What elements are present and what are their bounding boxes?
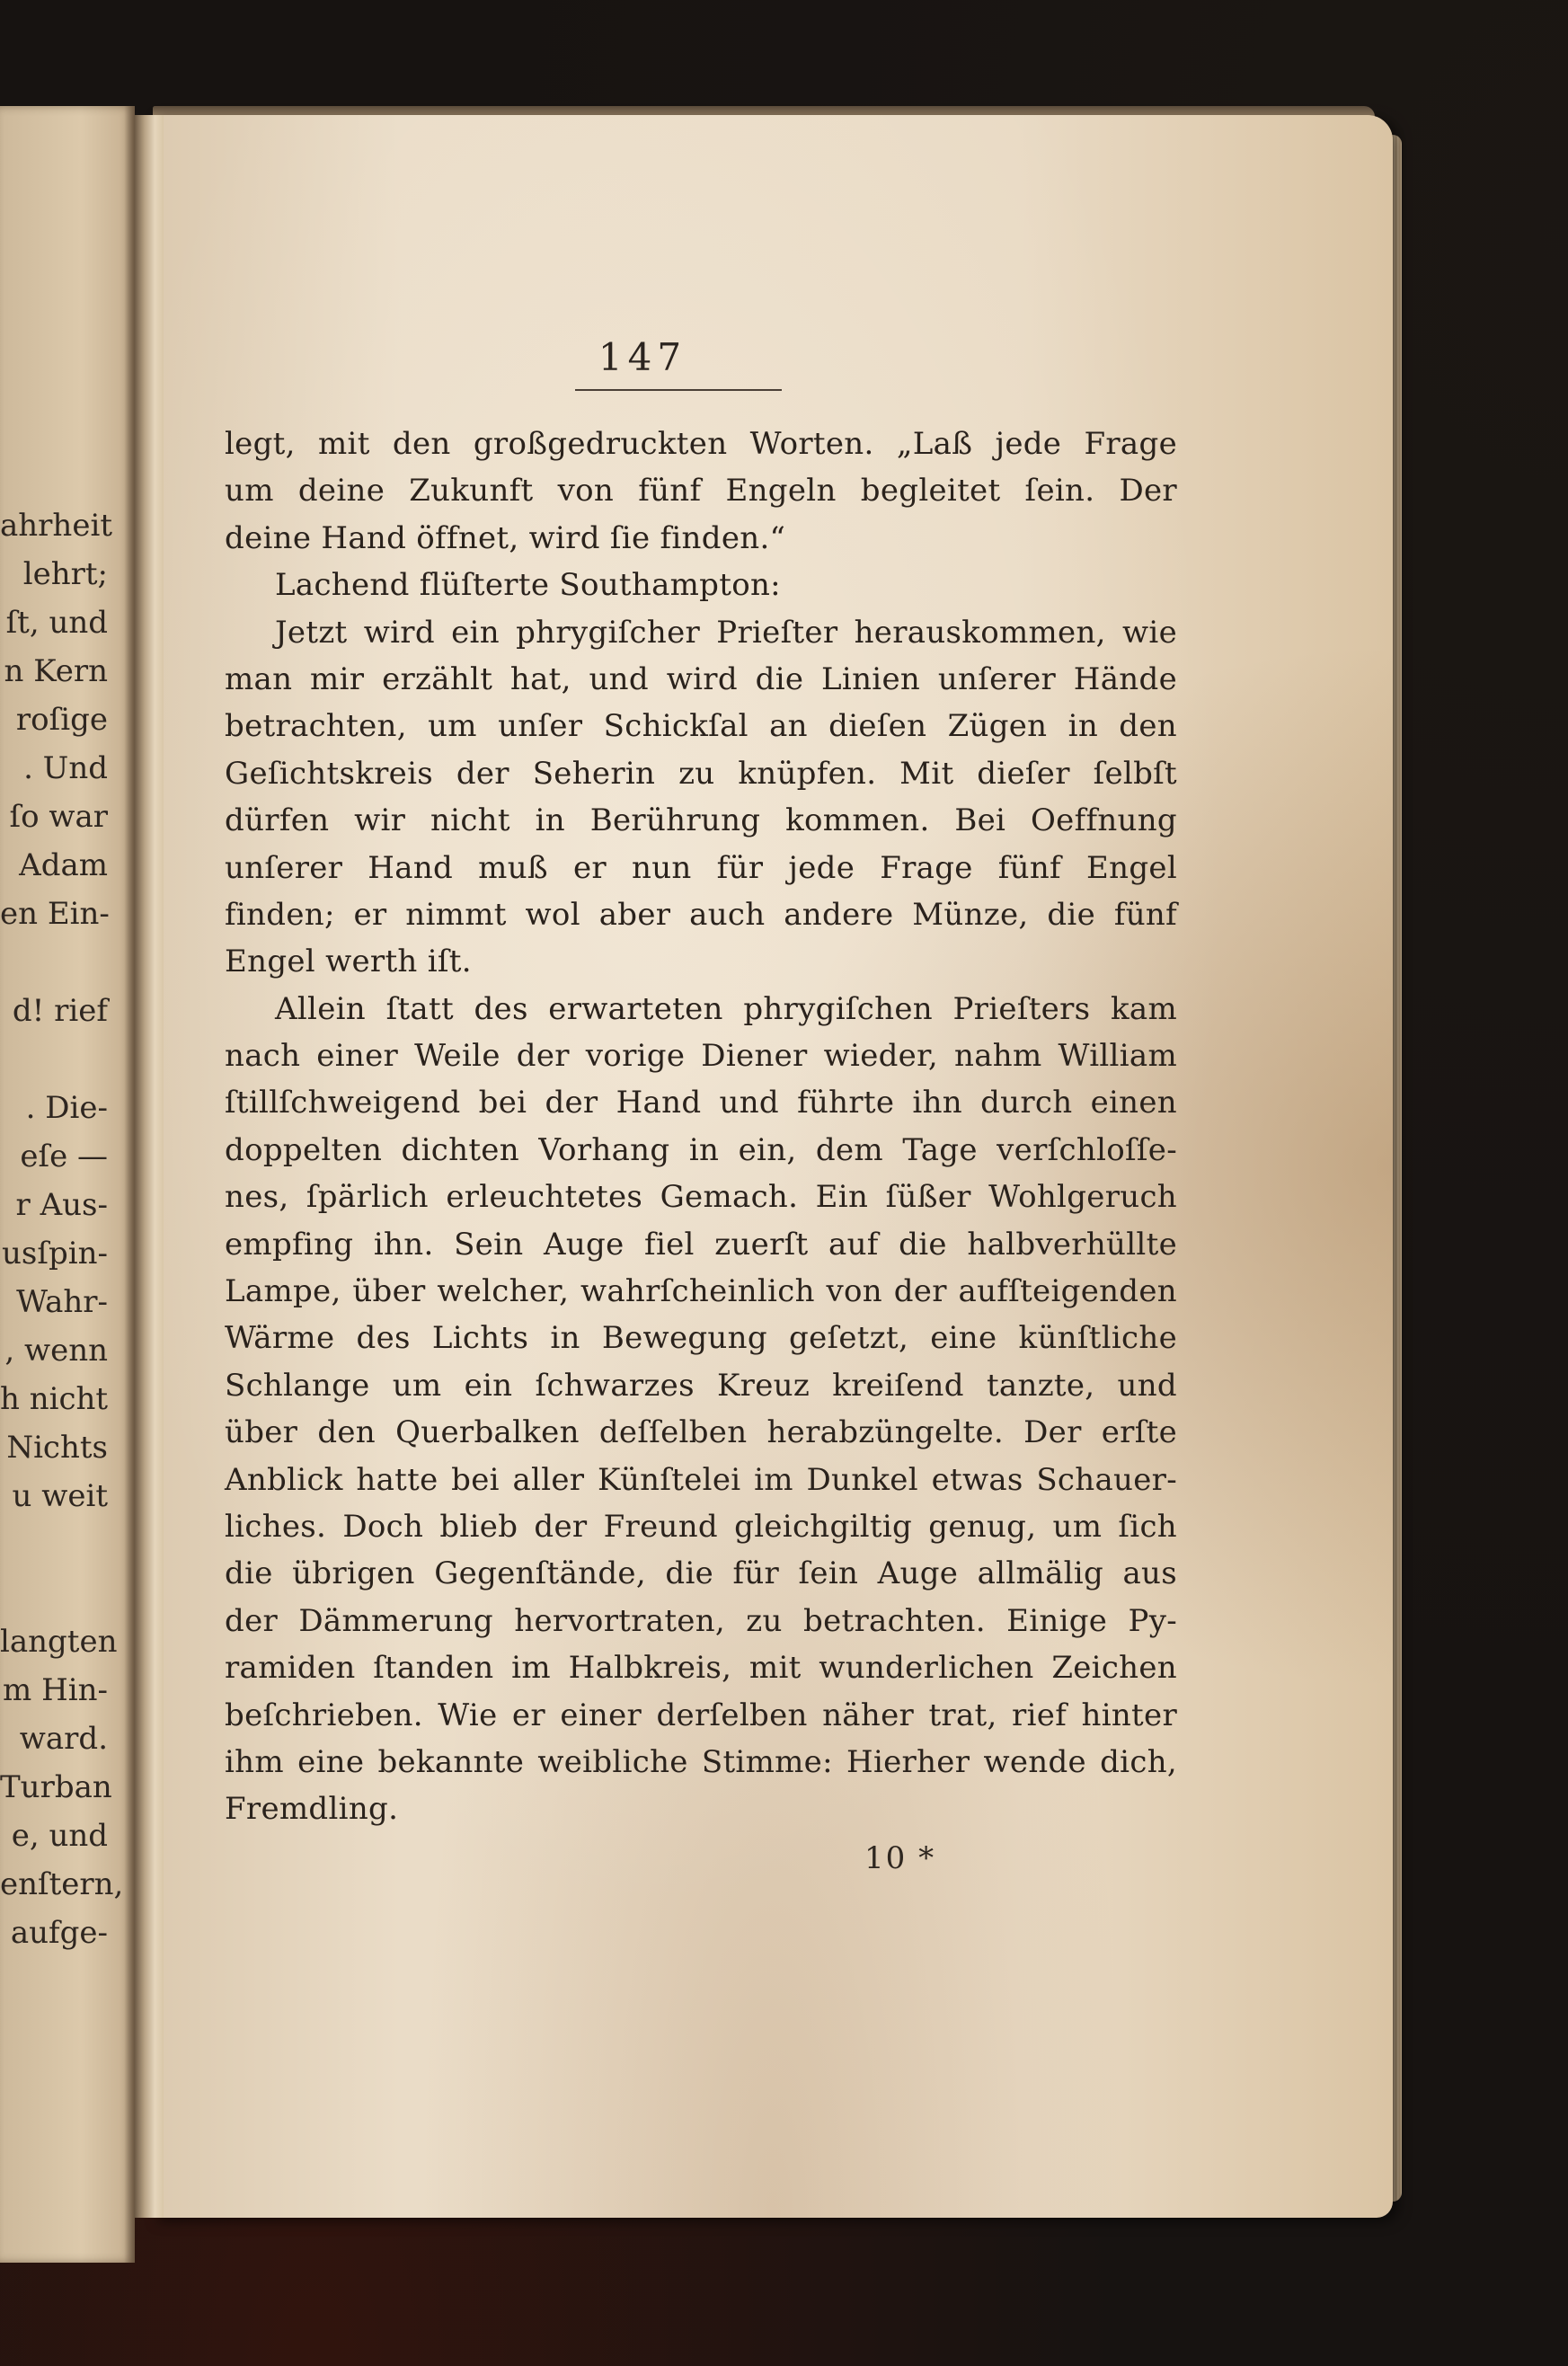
left-fragment: d! rief (12, 993, 108, 1029)
text-line: nach einer Weile der vorige Diener wieder, nahm William (225, 1038, 1177, 1075)
left-fragment (0, 1520, 108, 1569)
text-line: um deine Zukunft von fünf Engeln begleitet ſein. Der (225, 473, 1177, 510)
text-line: beſchrieben. Wie er einer derſelben näher trat, rief hinter (225, 1697, 1177, 1733)
left-fragment: Nichts (6, 1430, 108, 1466)
left-fragment: n Kern (4, 653, 108, 689)
text-line: man mir erzählt hat, und wird die Linien unſerer Hände (225, 660, 1177, 697)
text-line: der Dämmerung hervortraten, zu betrachten. Einige Py- (225, 1602, 1177, 1639)
text-line: Anblick hatte bei aller Künſtelei im Dunkel etwas Schauer- (225, 1461, 1177, 1498)
text-line: legt, mit den großgedruckten Worten. „Laß jede Frage (225, 426, 1177, 462)
left-fragment: lehrt; (22, 556, 108, 592)
text-line: die übrigen Gegenſtände, die für ſein Auge allmälig aus (225, 1555, 1177, 1592)
text-line: Engel werth iſt. (225, 944, 472, 980)
left-fragment: aufge- (10, 1915, 108, 1951)
left-fragment: en Ein- (0, 896, 110, 932)
text-line: liches. Doch blieb der Freund gleichgiltig genug, um ſich (225, 1508, 1177, 1545)
left-fragment: m Hin- (3, 1672, 108, 1708)
text-line: empfing ihn. Sein Auge fiel zuerſt auf die halbverhüllte (225, 1226, 1177, 1263)
text-line: doppelten dichten Vorhang in ein, dem Tage verſchloſſe- (225, 1131, 1177, 1168)
left-fragment: u weit (12, 1478, 108, 1514)
left-fragment: usſpin- (2, 1236, 108, 1272)
text-line: über den Querbalken deſſelben herabzüngelte. Der erſte (225, 1414, 1177, 1451)
left-fragment: e, und (11, 1818, 108, 1854)
text-line: Lampe, über welcher, wahrſcheinlich von der aufſteigenden (225, 1273, 1177, 1310)
page-number: 147 (598, 335, 687, 379)
text-line: Wärme des Lichts in Bewegung geſetzt, eine künſtliche (225, 1320, 1177, 1357)
text-line: unſerer Hand muß er nun für jede Frage fünf Engel (225, 849, 1177, 886)
text-line: nes, ſpärlich erleuchtetes Gemach. Ein ſüßer Wohlgeruch (225, 1179, 1177, 1216)
left-fragment: roſige (15, 702, 108, 738)
left-fragment: r Aus- (15, 1187, 108, 1223)
book-gutter (135, 115, 164, 2218)
left-fragment: , wenn (4, 1333, 108, 1369)
text-line: dürfen wir nicht in Berührung kommen. Bei Oeffnung (225, 802, 1177, 839)
text-line: deine Hand öffnet, wird ſie finden.“ (225, 519, 786, 556)
left-fragment: ſt, und (5, 605, 108, 641)
left-page (0, 106, 135, 2263)
text-line: ſtillſchweigend bei der Hand und führte ihn durch einen (225, 1085, 1177, 1121)
left-fragment: . Und (23, 750, 108, 786)
left-fragment (0, 938, 108, 987)
printer-signature: 10 * (864, 1840, 936, 1876)
text-line: Allein ſtatt des erwarteten phrygiſchen Prieſters kam (275, 990, 1177, 1027)
left-fragment (0, 1569, 108, 1617)
left-fragment: enſtern, (0, 1866, 124, 1902)
left-fragment (0, 1035, 108, 1084)
text-line: finden; er nimmt wol aber auch andere Münze, die fünf (225, 896, 1177, 933)
left-fragment: eſe — (20, 1139, 108, 1174)
left-fragment: ahrheit (0, 508, 112, 544)
left-fragment: ward. (19, 1721, 108, 1757)
book-page (153, 115, 1393, 2218)
text-line: Jetzt wird ein phrygiſcher Prieſter herauskommen, wie (275, 614, 1177, 651)
left-fragment: ſo war (9, 799, 108, 835)
text-line: ramiden ſtanden im Halbkreis, mit wunderlichen Zeichen (225, 1650, 1177, 1687)
left-fragment: Wahr- (16, 1284, 108, 1320)
left-fragment: . Die- (25, 1090, 108, 1126)
header-rule (575, 389, 782, 391)
text-line: ihm eine bekannte weibliche Stimme: Hierher wende dich, (225, 1743, 1177, 1780)
text-line: Geſichtskreis der Seherin zu knüpfen. Mit dieſer ſelbſt (225, 755, 1177, 792)
left-page-text (0, 501, 124, 1957)
left-fragment: h nicht (0, 1381, 109, 1417)
text-line: Lachend flüſterte Southampton: (275, 567, 781, 604)
body-text (225, 421, 1177, 1833)
left-fragment: Turban (0, 1769, 112, 1805)
left-fragment: Adam (19, 847, 108, 883)
text-line: Schlange um ein ſchwarzes Kreuz kreiſend tanzte, und (225, 1367, 1177, 1404)
text-line: betrachten, um unſer Schickſal an dieſen Zügen in den (225, 708, 1177, 745)
left-fragment: langten (0, 1624, 118, 1660)
text-line: Fremdling. (225, 1791, 399, 1828)
